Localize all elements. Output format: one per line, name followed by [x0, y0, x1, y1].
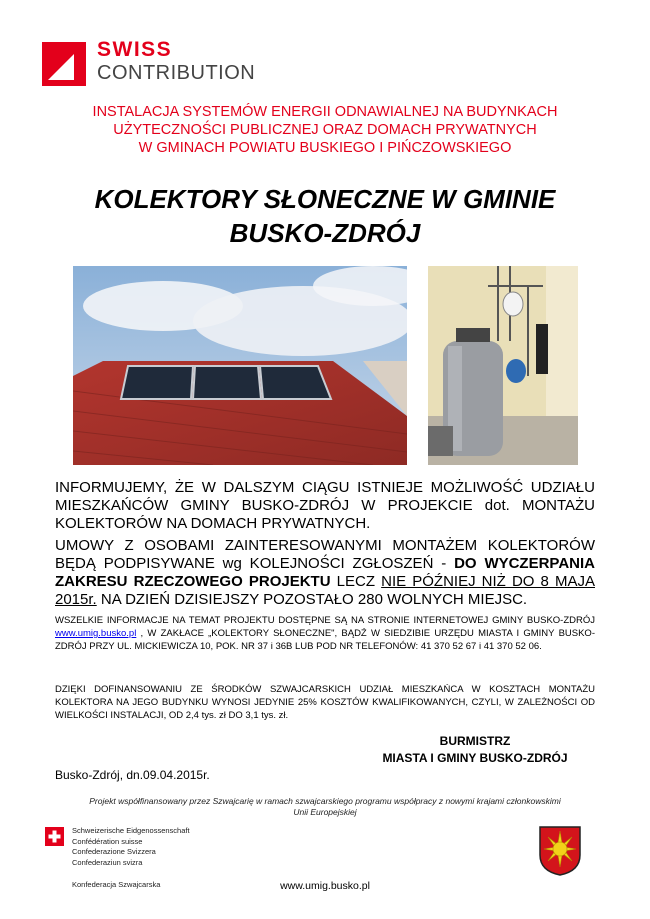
roof-solar-collectors-photo [73, 266, 407, 465]
info-paragraph: INFORMUJEMY, ŻE W DALSZYM CIĄGU ISTNIEJE MOŻLIWOŚĆ UDZIAŁU MIESZKAŃCÓW GMINY BUSKO-ZDRÓJ W PROJEKCIE dot. MONTAŻU KOLEKTORÓW NA DOMACH PRYWATNYCH. [55, 479, 595, 532]
confederation-line: Confédération suisse [72, 836, 143, 846]
footer-website[interactable]: www.umig.busko.pl [280, 880, 370, 892]
logo-swiss-text: SWISS [97, 38, 173, 61]
signature-title: BURMISTRZ [439, 734, 511, 748]
title-line: BUSKO-ZDRÓJ [229, 218, 421, 248]
contract-text: UMOWY Z OSOBAMI ZAINTERESOWANYMI MONTAŻEM KOLEKTORÓW BĘDĄ PODPISYWANE wg KOLEJNOŚCI ZGŁOSZEŃ - [55, 537, 595, 572]
project-subtitle [40, 103, 610, 157]
hot-water-tank-photo [428, 266, 578, 465]
cofinancing-footnote [55, 796, 595, 818]
contract-text: NA DZIEŃ DZISIEJSZY POZOSTAŁO 280 WOLNYCH MIEJSC. [96, 591, 528, 608]
logo-contribution-text: CONTRIBUTION [97, 62, 256, 84]
document-date: Busko-Zdrój, dn.09.04.2015r. [55, 768, 210, 782]
subtitle-line: W GMINACH POWIATU BUSKIEGO I PIŃCZOWSKIEGO [138, 140, 512, 156]
confederation-polish-name: Konfederacja Szwajcarska [72, 880, 161, 889]
cofinancing-paragraph: DZIĘKI DOFINANSOWANIU ZE ŚRODKÓW SZWAJCARSKICH UDZIAŁ MIESZKAŃCA W KOSZTACH MONTAŻU KOLEKTORA NA JEGO BUDYNKU WYNOSI JEDYNIE 25% KOSZTÓW KWALIFIKOWANYCH, CZYLI, W ZALEŻNOŚCI OD WIELKOŚCI INSTALACJI, OD 2,4 tys. zł DO 3,1 tys. zł. [55, 684, 595, 721]
signature-office: MIASTA I GMINY BUSKO-ZDRÓJ [382, 751, 568, 765]
contract-bold-text: DO WYCZERPANIA ZAKRESU RZECZOWEGO PROJEKTU [55, 555, 595, 590]
subtitle-line: INSTALACJA SYSTEMÓW ENERGII ODNAWIALNEJ NA BUDYNKACH [92, 104, 558, 120]
page-title [40, 182, 610, 250]
contact-text: WSZELKIE INFORMACJE NA TEMAT PROJEKTU DOSTĘPNE SĄ NA STRONIE INTERNETOWEJ GMINY BUSKO-ZDRÓJ [55, 615, 595, 626]
swiss-flag-icon [45, 827, 64, 846]
deadline-text: NIE PÓŹNIEJ NIŻ DO 8 MAJA 2015r. [55, 573, 595, 608]
confederation-line: Confederazione Svizzera [72, 847, 156, 856]
contact-text: , W ZAKŁACE „KOLEKTORY SŁONECZNE", BĄDŹ W SIEDZIBIE URZĘDU MIASTA I GMINY BUSKO-ZDRÓJ PRZY UL. MICKIEWICZA 10, POK. NR 37 i 36B LUB POD NR TELEFONÓW: 41 370 52 67 i 41 370 52 06. [55, 628, 595, 652]
subtitle-line: UŻYTECZNOŚCI PUBLICZNEJ ORAZ DOMACH PRYWATNYCH [113, 122, 537, 138]
contract-text: LECZ [330, 573, 382, 590]
busko-zdroj-coat-of-arms-icon [538, 825, 582, 877]
confederation-line: Schweizerische Eidgenossenschaft [72, 826, 190, 835]
title-line: KOLEKTORY SŁONECZNE W GMINIE [94, 184, 556, 214]
contact-info-paragraph [55, 614, 595, 653]
swiss-contribution-logo-icon [42, 42, 86, 86]
footnote-line: Projekt współfinansowany przez Szwajcarię w ramach szwajcarskiego programu współpracy z nowymi krajami członkowskimi [89, 796, 561, 806]
website-link[interactable]: www.umig.busko.pl [55, 628, 137, 639]
confederation-line: Confederaziun svizra [72, 857, 143, 867]
contract-paragraph [55, 537, 595, 609]
footnote-line: Unii Europejskiej [293, 807, 357, 817]
confederation-names [72, 826, 190, 868]
